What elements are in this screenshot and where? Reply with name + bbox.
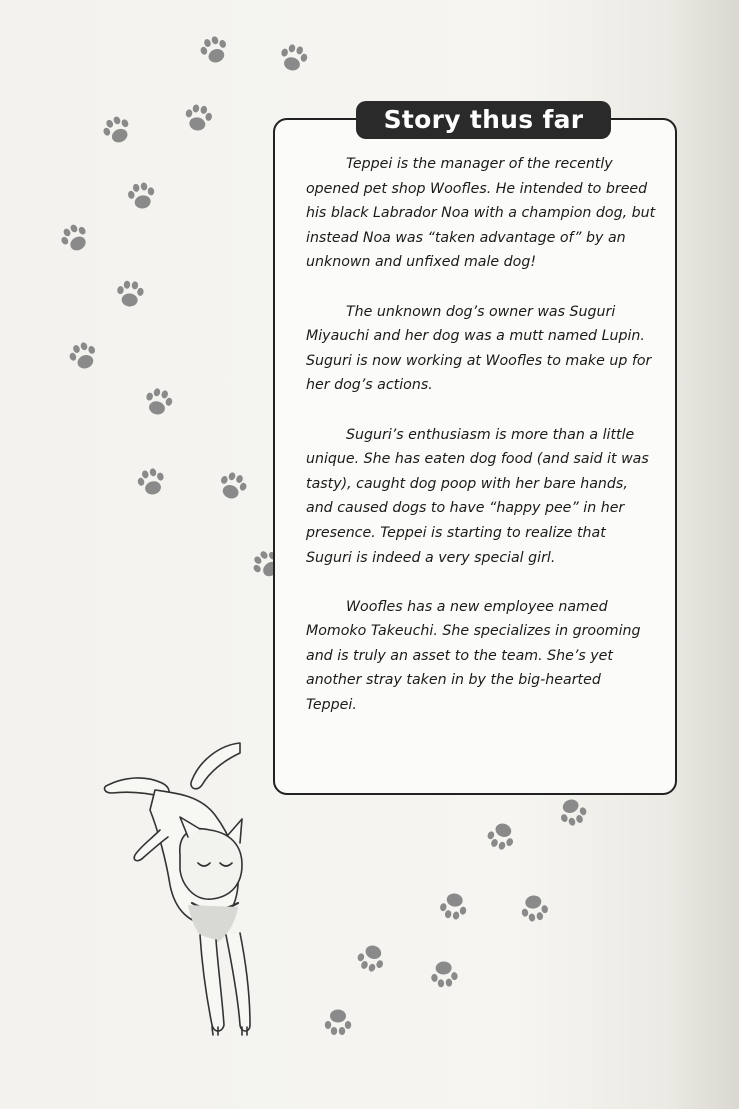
- paw-print-icon: [556, 796, 590, 829]
- paw-print-icon: [216, 469, 250, 502]
- paw-print-icon: [100, 113, 135, 147]
- story-paragraph: Woofles has a new employee named Momoko Takeuchi. She specializes in grooming and is truly an asset to the team. She’s yet another stray taken in by the big-hearted Teppei.: [306, 598, 641, 714]
- paw-print-icon: [126, 181, 156, 211]
- paw-print-icon: [57, 220, 93, 255]
- paw-print-icon: [66, 339, 100, 372]
- paw-print-icon: [438, 891, 468, 921]
- story-paragraph: Teppei is the manager of the recently opened pet shop Woofles. He intended to breed his black Labrador Noa with a champion dog, but instead Noa was “taken advantage of” by an unknown and unfixed male dog!: [306, 156, 656, 271]
- paw-print-icon: [278, 42, 310, 73]
- paw-print-icon: [116, 280, 145, 308]
- paw-print-icon: [484, 820, 518, 853]
- story-title-banner: Story thus far: [356, 101, 611, 139]
- paw-print-icon: [519, 893, 549, 923]
- paw-print-icon: [135, 466, 167, 497]
- story-paragraph: Suguri’s enthusiasm is more than a little unique. She has eaten dog food (and said it was tasty), caught dog poop with her bare hands, and caused dogs to have “happy pee” in her presence. Teppei is starting to realize that Suguri is indeed a very special girl.: [306, 426, 649, 566]
- paw-print-icon: [354, 942, 388, 975]
- paw-print-icon: [183, 103, 213, 133]
- paw-print-icon: [197, 33, 231, 66]
- paw-print-icon: [143, 386, 175, 417]
- paw-print-icon: [325, 1010, 351, 1036]
- story-text: [306, 152, 656, 742]
- story-paragraph: The unknown dog’s owner was Suguri Miyauchi and her dog was a mutt named Lupin. Suguri is now working at Woofles to make up for her dog’s actions.: [306, 303, 652, 394]
- dog-illustration: [100, 735, 280, 1055]
- paw-print-icon: [430, 960, 459, 988]
